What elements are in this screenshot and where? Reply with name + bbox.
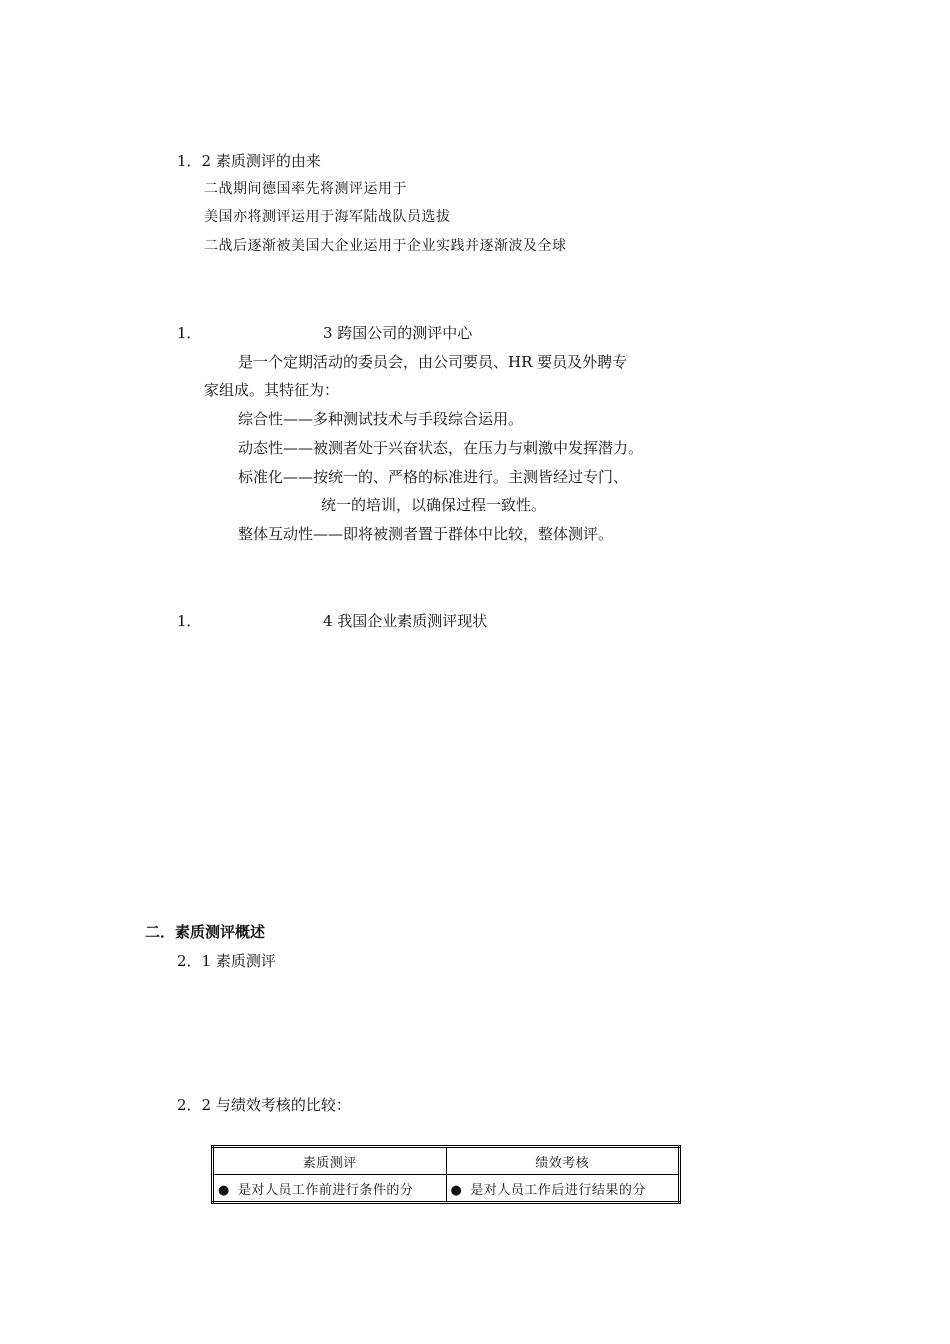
table-cell-text: 是对人员工作后进行结果的分 [470, 1182, 646, 1198]
section-1-3-feature-comprehensive: 综合性——多种测试技术与手段综合运用。 [238, 410, 524, 428]
section-2-2-heading: 2．2 与绩效考核的比较： [177, 1096, 351, 1114]
section-2-1-heading: 2．1 素质测评 [177, 952, 276, 970]
bullet-icon: ● [218, 1182, 230, 1198]
section-1-3-feature-dynamic: 动态性——被测者处于兴奋状态，在压力与刺激中发挥潜力。 [238, 439, 644, 457]
section-1-3-intro-1: 是一个定期活动的委员会，由公司要员、HR 要员及外聘专 [238, 353, 628, 371]
section-1-3-title: 3 跨国公司的测评中心 [323, 324, 473, 342]
table-header-quality-assessment: 素质测评 [213, 1147, 447, 1175]
section-1-3-feature-standardized-cont: 统一的培训，以确保过程一致性。 [321, 496, 547, 514]
section-2-heading: 二．素质测评概述 [145, 923, 266, 941]
section-1-4-number: 1． [177, 612, 202, 630]
bullet-icon: ● [450, 1182, 463, 1198]
comparison-table [211, 1145, 681, 1204]
table-cell-quality-assessment [213, 1175, 447, 1203]
table-cell-performance-appraisal [446, 1175, 680, 1203]
section-1-3-intro-2: 家组成。其特征为： [204, 381, 340, 399]
table-row [213, 1175, 680, 1203]
table-header-row [213, 1147, 680, 1175]
section-1-3-feature-interactive: 整体互动性——即将被测者置于群体中比较，整体测评。 [238, 525, 614, 543]
section-1-2-line-1: 二战期间德国率先将测评运用于 [204, 181, 407, 197]
section-1-2-line-3: 二战后逐渐被美国大企业运用于企业实践并逐渐波及全球 [204, 238, 567, 254]
table-header-performance-appraisal: 绩效考核 [446, 1147, 680, 1175]
section-1-4-title: 4 我国企业素质测评现状 [323, 612, 488, 630]
section-1-2-line-2: 美国亦将测评运用于海军陆战队员选拔 [204, 209, 451, 225]
table-cell-text: 是对人员工作前进行条件的分 [237, 1182, 414, 1198]
section-1-3-feature-standardized: 标准化——按统一的、严格的标准进行。主测皆经过专门、 [238, 468, 629, 486]
section-1-3-number: 1． [177, 324, 202, 342]
section-1-2-heading: 1．2 素质测评的由来 [177, 152, 321, 170]
